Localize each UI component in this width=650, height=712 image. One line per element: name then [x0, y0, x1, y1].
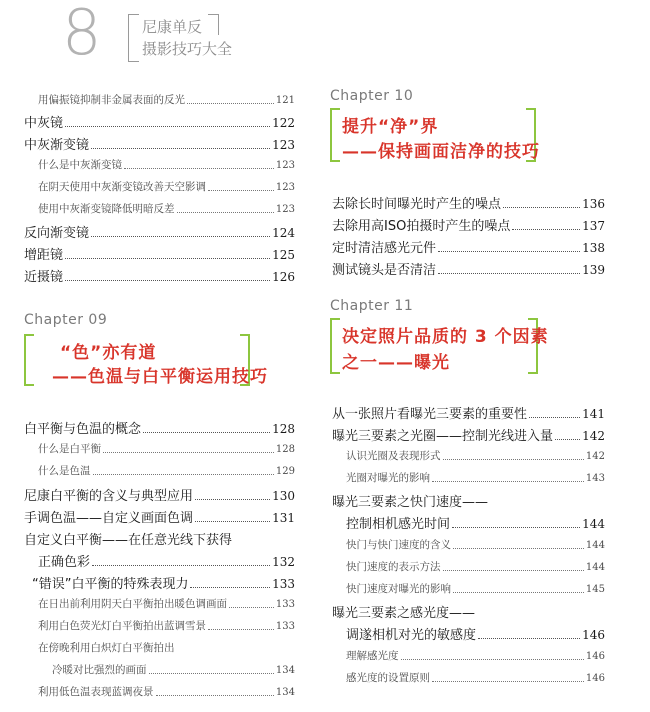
toc-entry[interactable]: 曝光三要素之快门速度——: [332, 495, 489, 510]
chapter-09-title-line1: “色”亦有道: [60, 343, 157, 363]
toc-entry[interactable]: 反向渐变镜 124: [24, 226, 295, 241]
chapter-10-title-line2: ——保持画面洁净的技巧: [342, 142, 540, 162]
toc-entry[interactable]: 在阴天使用中灰渐变镜改善天空影调 123: [38, 181, 295, 193]
chapter-11-label: Chapter 11: [330, 298, 414, 314]
toc-entry[interactable]: 什么是色温 129: [38, 465, 295, 477]
chapter-10-title-line1: 提升“净”界: [342, 117, 439, 137]
toc-entry[interactable]: 去除长时间曝光时产生的噪点 136: [332, 197, 605, 212]
toc-entry[interactable]: 定时清洁感光元件 138: [332, 241, 605, 256]
toc-entry[interactable]: 在傍晚利用白炽灯白平衡拍出: [38, 642, 175, 654]
page-number: 8: [62, 0, 102, 69]
chapter-09-title-line2: ——色温与白平衡运用技巧: [52, 367, 268, 387]
toc-entry[interactable]: 手调色温——自定义画面色调 131: [24, 511, 295, 526]
chapter-09-label: Chapter 09: [24, 312, 108, 328]
toc-entry[interactable]: 冷暖对比强烈的画面 134: [52, 664, 295, 676]
book-subtitle: 摄影技巧大全: [142, 40, 233, 58]
toc-entry[interactable]: 什么是白平衡 128: [38, 443, 295, 455]
toc-entry[interactable]: 快门与快门速度的含义 144: [346, 539, 605, 551]
toc-entry[interactable]: 尼康白平衡的含义与典型应用 130: [24, 489, 295, 504]
toc-entry[interactable]: 感光度的设置原则 146: [346, 672, 605, 684]
header-bracket-left: [128, 14, 139, 62]
toc-entry[interactable]: 什么是中灰渐变镜 123: [38, 159, 295, 171]
toc-entry[interactable]: 去除用高ISO拍摄时产生的噪点 137: [332, 219, 605, 234]
toc-entry[interactable]: 在日出前利用阴天白平衡拍出暖色调画面 133: [38, 598, 295, 610]
toc-entry[interactable]: 白平衡与色温的概念 128: [24, 422, 295, 437]
toc-entry[interactable]: 中灰渐变镜 123: [24, 138, 295, 153]
toc-entry[interactable]: 曝光三要素之感光度——: [332, 606, 476, 621]
book-title: 尼康单反: [142, 18, 203, 36]
chapter-11-title-line1: 决定照片品质的 3 个因素: [342, 327, 549, 347]
toc-entry[interactable]: 认识光圈及表现形式 142: [346, 450, 605, 462]
toc-entry[interactable]: 快门速度的表示方法 144: [346, 561, 605, 573]
toc-entry[interactable]: 中灰镜 122: [24, 116, 295, 131]
toc-entry[interactable]: 利用白色荧光灯白平衡拍出蓝调雪景 133: [38, 620, 295, 632]
toc-entry[interactable]: 正确色彩 132: [38, 555, 295, 570]
toc-entry[interactable]: 自定义白平衡——在任意光线下获得: [24, 533, 233, 548]
toc-entry[interactable]: 近摄镜 126: [24, 270, 295, 285]
toc-entry[interactable]: 测试镜头是否清洁 139: [332, 263, 605, 278]
chapter-09-title-box[interactable]: [24, 334, 268, 387]
chapter-10-label: Chapter 10: [330, 88, 414, 104]
toc-entry[interactable]: 使用中灰渐变镜降低明暗反差 123: [38, 203, 295, 215]
toc-entry[interactable]: 控制相机感光时间 144: [346, 517, 605, 532]
chapter-10-title-box[interactable]: [330, 108, 540, 162]
toc-entry[interactable]: 调遂相机对光的敏感度 146: [346, 628, 605, 643]
toc-entry[interactable]: 快门速度对曝光的影响 145: [346, 583, 605, 595]
toc-entry[interactable]: 理解感光度 146: [346, 650, 605, 662]
toc-entry[interactable]: “错误”白平衡的特殊表现力 133: [32, 577, 295, 592]
toc-entry[interactable]: 用偏振镜抑制非金属表面的反光 121: [38, 94, 295, 106]
toc-entry[interactable]: 曝光三要素之光圈——控制光线进入量 142: [332, 429, 605, 444]
header-bracket-right: [208, 14, 219, 35]
toc-entry[interactable]: 从一张照片看曝光三要素的重要性 141: [332, 407, 605, 422]
chapter-11-title-box[interactable]: [330, 318, 549, 374]
toc-entry[interactable]: 增距镜 125: [24, 248, 295, 263]
chapter-11-title-line2: 之一——曝光: [342, 353, 450, 373]
toc-entry[interactable]: 光圈对曝光的影响 143: [346, 472, 605, 484]
toc-entry[interactable]: 利用低色温表现蓝调夜景 134: [38, 686, 295, 698]
